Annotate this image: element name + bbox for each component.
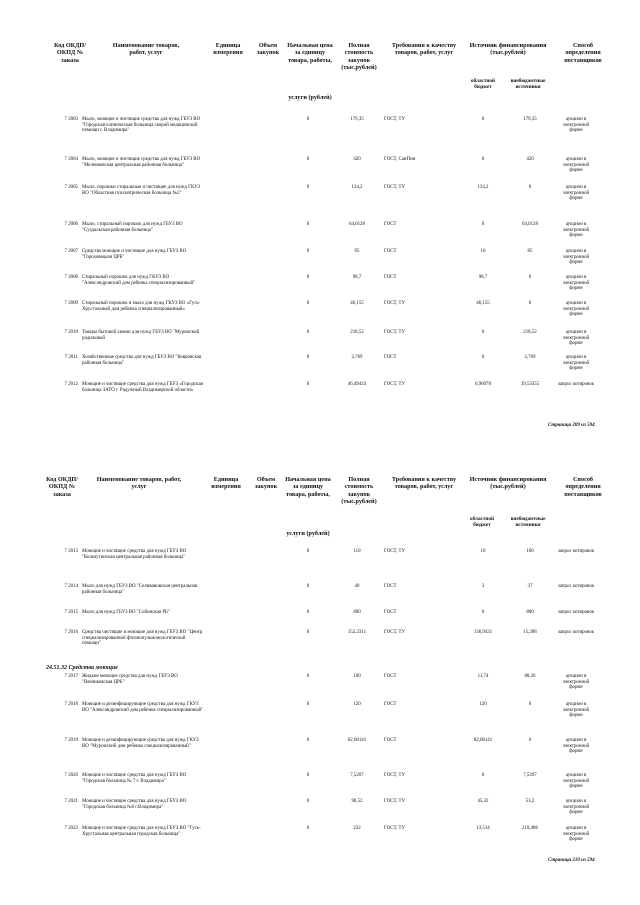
cell-full: 7,5207 <box>350 773 364 778</box>
cell-ext: 88,26 <box>524 674 536 679</box>
cell-method: аукцион в электронной форме <box>562 249 590 266</box>
cell-req: ГОСТ <box>384 702 397 707</box>
cell-method: аукцион в электронной форме <box>562 355 590 372</box>
cell-code: 7 2005 <box>64 185 78 190</box>
cell-code: 7 2009 <box>64 301 78 306</box>
cell-name: Хозяйственные средства для нужд ГБУЗ ВО "Ковровская районная больница" <box>82 355 202 366</box>
header-source-extra: внебюджетные источники <box>510 78 546 90</box>
cell-req: ГОСТ, ТУ <box>384 799 405 804</box>
cell-reg: 46,155 <box>476 301 490 306</box>
cell-full: 420 <box>353 157 361 162</box>
header-start-price: Начальная цена за единицу товара, работы, <box>287 42 333 64</box>
cell-reg: 136,9431 <box>473 630 493 635</box>
cell-code: 7 2016 <box>64 630 78 635</box>
cell-price: 0 <box>306 222 310 227</box>
cell-ext: 53,2 <box>525 799 535 804</box>
cell-method: запрос котировок <box>557 382 595 387</box>
cell-ext: 85 <box>527 249 533 254</box>
cell-code: 7 2006 <box>64 222 78 227</box>
cell-method: запрос котировок <box>557 610 595 615</box>
cell-price: 0 <box>306 584 310 589</box>
cell-code: 7 2015 <box>64 610 78 615</box>
cell-reg: 10 <box>480 549 486 554</box>
cell-code: 7 2004 <box>64 157 78 162</box>
cell-reg: 0 <box>481 157 485 162</box>
header-full-cost: Полная стоимость закупок (тыс.рублей) <box>341 476 377 506</box>
cell-ext: 2,769 <box>524 355 536 360</box>
cell-name: Средства чистящие и моющие для нужд ГБУЗ ВО "Центр специализированной фтизиопульмонологической помощи" <box>82 630 203 647</box>
cell-code: 7 2022 <box>64 826 78 831</box>
cell-full: 46,155 <box>350 301 364 306</box>
cell-ext: 37 <box>527 584 533 589</box>
cell-req: ГОСТ <box>384 249 397 254</box>
cell-method: аукцион в электронной форме <box>562 275 590 292</box>
cell-ext: 15,288 <box>523 630 537 635</box>
cell-name: Моющие и чистящие средства для нужд ГБУЗ ВО "Гусь-Хрустальная центральная городская больница" <box>82 826 201 837</box>
cell-reg: 6,96078 <box>475 382 491 387</box>
cell-method: аукцион в электронной форме <box>562 738 590 755</box>
cell-reg: 10 <box>480 249 486 254</box>
header-method: Способ определения поставщиков <box>564 42 602 64</box>
cell-reg: 120 <box>479 702 487 707</box>
cell-req: ГОСТ <box>384 610 397 615</box>
cell-req: ГОСТ, ТУ <box>384 330 405 335</box>
page-number: Страница 210 из 594 <box>548 858 595 863</box>
cell-name: Мыло для нужд ГБУЗ ВО "Селивановская центральная районная больница" <box>82 584 198 595</box>
cell-reg: 134,2 <box>477 185 489 190</box>
cell-req: ГОСТ, ТУ <box>384 549 405 554</box>
cell-full: 232 <box>353 826 361 831</box>
cell-req: ГОСТ <box>384 674 397 679</box>
cell-reg: 0 <box>481 222 485 227</box>
cell-reg: 0 <box>481 610 485 615</box>
cell-req: ГОСТ <box>384 222 397 227</box>
cell-method: аукцион в электронной форме <box>562 330 590 347</box>
header-start-price-unit: услуги (рублей) <box>286 530 330 537</box>
cell-reg: 0 <box>481 355 485 360</box>
cell-full: 98,52 <box>351 799 363 804</box>
cell-full: 152,2311 <box>347 630 367 635</box>
header-name: Наименование товаров, работ, услуг <box>96 476 182 491</box>
cell-ext: 39,53355 <box>520 382 540 387</box>
cell-full: 64,0128 <box>349 222 365 227</box>
cell-name: Моющие и чистящие средства для нужд ГБУЗ ВО "Городская больница № 7 г. Владимира" <box>82 773 187 784</box>
cell-code: 7 2008 <box>64 275 78 280</box>
header-code: Код ОКДП/ ОКПД № заказа <box>46 476 78 498</box>
cell-name: Моющие и дезинфицирующие средства для нужд ГКУЗ ВО "Муромский дом ребенка специализированный" <box>82 738 199 749</box>
cell-code: 7 2003 <box>64 117 78 122</box>
header-name: Наименование товаров, работ, услуг <box>112 42 180 57</box>
cell-method: аукцион в электронной форме <box>562 674 590 691</box>
cell-req: ГОСТ, ТУ <box>384 382 405 387</box>
cell-price: 0 <box>306 738 310 743</box>
cell-name: Средства моющие и чистящие для нужд ГБУЗ ВО "Гороховецкая ЦРБ" <box>82 249 187 260</box>
cell-reg: 45,32 <box>477 799 489 804</box>
cell-price: 0 <box>306 275 310 280</box>
cell-method: запрос котировок <box>557 549 595 554</box>
cell-req: ГОСТ <box>384 355 397 360</box>
cell-req: ГОСТ, ТУ <box>384 185 405 190</box>
cell-name: Мыло для нужд ГБУЗ ВО "Собинская РБ" <box>82 610 170 615</box>
cell-price: 0 <box>306 702 310 707</box>
cell-price: 0 <box>306 773 310 778</box>
cell-price: 0 <box>306 185 310 190</box>
header-unit: Единица измерения <box>211 476 241 491</box>
cell-reg: 0 <box>481 117 485 122</box>
cell-name: Жидкие моющие средства для нужд ГБУЗ ВО "Вязниковская ЦРБ" <box>82 674 178 685</box>
cell-method: аукцион в электронной форме <box>562 773 590 790</box>
cell-ext: 0 <box>528 301 532 306</box>
header-source-regional: областной бюджет <box>470 516 494 528</box>
cell-ext: 218,486 <box>522 826 538 831</box>
cell-price: 0 <box>306 355 310 360</box>
cell-price: 0 <box>306 799 310 804</box>
cell-full: 98,7 <box>352 275 362 280</box>
cell-ext: 100 <box>526 549 534 554</box>
header-method: Способ определения поставщиков <box>564 476 602 498</box>
cell-code: 7 2014 <box>64 584 78 589</box>
cell-method: запрос котировок <box>557 630 595 635</box>
cell-ext: 800 <box>526 610 534 615</box>
cell-price: 0 <box>306 549 310 554</box>
cell-price: 0 <box>306 382 310 387</box>
cell-reg: 13,514 <box>476 826 490 831</box>
page-number: Страница 209 из 594 <box>548 423 595 428</box>
cell-full: 179,35 <box>350 117 364 122</box>
cell-req: ГОСТ <box>384 275 397 280</box>
cell-full: 46,49433 <box>347 382 367 387</box>
cell-full: 800 <box>353 610 361 615</box>
cell-reg: 82,68141 <box>473 738 493 743</box>
cell-price: 0 <box>306 826 310 831</box>
cell-method: аукцион в электронной форме <box>562 826 590 843</box>
header-start-price: Начальная цена за единицу товара, работы, <box>285 476 331 498</box>
header-source-extra: внебюджетные источники <box>510 516 546 528</box>
cell-ext: 64,0128 <box>522 222 538 227</box>
cell-price: 0 <box>306 117 310 122</box>
header-source: Источник финансирования (тыс.рублей) <box>469 42 547 57</box>
cell-ext: 218,52 <box>523 330 537 335</box>
cell-full: 2,769 <box>351 355 363 360</box>
cell-code: 7 2021 <box>64 799 78 804</box>
cell-ext: 0 <box>528 738 532 743</box>
cell-req: ГОСТ, ТУ <box>384 826 405 831</box>
cell-req: ГОСТ, ТУ <box>384 301 405 306</box>
cell-name: Стиральный порошок и мыло для нужд ГКУЗ ВО «Гусь-Хрустальный дом ребенка специализированный» <box>82 301 201 312</box>
header-unit: Единица измерения <box>213 42 243 57</box>
cell-full: 82,68141 <box>347 738 367 743</box>
header-full-cost: Полная стоимость закупок (тыс.рублей) <box>341 42 377 72</box>
cell-name: Мыло, стиральный порошок для нужд ГБУЗ ВО "Суздальская районная больница" <box>82 222 183 233</box>
cell-name: Мыло, моющие и чистящие средства для нужд ГБУЗ ВО "Меленковская центральная районная больница" <box>82 157 201 168</box>
cell-name: Моющие и дезинфицирующие средства для нужд ГКУЗ ВО "Александровский дом ребенка специализированный" <box>82 702 204 713</box>
cell-full: 120 <box>353 702 361 707</box>
cell-price: 0 <box>306 330 310 335</box>
cell-full: 218,52 <box>350 330 364 335</box>
cell-name: Моющие и чистящие средства для нужд ГБУЗ ВО "Городская больница №6 г.Владимира" <box>82 799 187 810</box>
cell-reg: 3 <box>481 584 485 589</box>
cell-reg: 0 <box>481 330 485 335</box>
header-source: Источник финансирования (тыс.рублей) <box>469 476 547 491</box>
cell-code: 7 2020 <box>64 773 78 778</box>
cell-code: 7 2013 <box>64 549 78 554</box>
cell-full: 95 <box>354 249 360 254</box>
cell-code: 7 2007 <box>64 249 78 254</box>
header-volume: Объем закупок <box>256 42 280 57</box>
cell-req: ГОСТ, ТУ <box>384 630 405 635</box>
cell-full: 40 <box>354 584 360 589</box>
cell-price: 0 <box>306 249 310 254</box>
cell-name: Моющие и чистящие средства для нужд ГБУЗ ВО "Кольчугинская центральная районная больница" <box>82 549 187 560</box>
header-code: Код ОКДП/ ОКПД № заказа <box>54 42 86 64</box>
cell-price: 0 <box>306 610 310 615</box>
cell-reg: 98,7 <box>478 275 488 280</box>
cell-req: ГОСТ <box>384 584 397 589</box>
cell-reg: 11,74 <box>477 674 489 679</box>
header-volume: Объем закупок <box>254 476 278 491</box>
cell-code: 7 2011 <box>64 355 78 360</box>
cell-ext: 0 <box>528 702 532 707</box>
cell-price: 0 <box>306 157 310 162</box>
cell-method: запрос котировок <box>557 584 595 589</box>
cell-reg: 0 <box>481 773 485 778</box>
cell-req: ГОСТ, ТУ <box>384 117 405 122</box>
cell-full: 134,2 <box>351 185 363 190</box>
cell-req: ГОСТ <box>384 738 397 743</box>
cell-ext: 179,35 <box>523 117 537 122</box>
cell-code: 7 2017 <box>64 674 78 679</box>
cell-method: аукцион в электронной форме <box>562 157 590 174</box>
header-start-price-unit: услуги (рублей) <box>288 94 332 101</box>
cell-code: 7 2010 <box>64 330 78 335</box>
header-requirements: Требования к качеству товаров, работ, услуг <box>391 42 457 57</box>
cell-price: 0 <box>306 630 310 635</box>
cell-method: аукцион в электронной форме <box>562 799 590 816</box>
cell-ext: 0 <box>528 185 532 190</box>
cell-name: Мыло, порошки стиральные и чистящие для нужд ГКУЗ ВО "Областная психиатрическая больница №2" <box>82 185 200 196</box>
cell-code: 7 2012 <box>64 382 78 387</box>
cell-req: ГОСТ, СанПин <box>384 157 416 162</box>
header-requirements: Требования к качеству товаров, работ, услуг <box>391 476 457 491</box>
cell-method: аукцион в электронной форме <box>562 702 590 719</box>
section-heading: 24.51.32 Средства моющие <box>46 665 118 671</box>
cell-name: Мыло, моющие и чистящие средства для нужд ГБУЗ ВО "Городская клиническая больница скорой медицинской помощи г. Владимира" <box>82 117 201 134</box>
cell-method: аукцион в электронной форме <box>562 117 590 134</box>
cell-full: 100 <box>353 674 361 679</box>
cell-name: Товары бытовой химии для нужд ГБУЗ ВО "Муромский родильный <box>82 330 200 341</box>
cell-name: Стиральный порошок для нужд ГКУЗ ВО "Александровский дом ребенка специализированный" <box>82 275 196 286</box>
cell-ext: 420 <box>526 157 534 162</box>
cell-ext: 7,5207 <box>523 773 537 778</box>
cell-method: аукцион в электронной форме <box>562 301 590 318</box>
cell-name: Моющие и чистящие средства для нужд ГБУЗ «Городская больница ЗАТО г. Радужный Владимирской области» <box>82 382 203 393</box>
cell-code: 7 2019 <box>64 738 78 743</box>
header-source-regional: областной бюджет <box>471 78 495 90</box>
cell-full: 110 <box>353 549 361 554</box>
cell-req: ГОСТ, ТУ <box>384 773 405 778</box>
cell-price: 0 <box>306 674 310 679</box>
cell-method: аукцион в электронной форме <box>562 185 590 202</box>
cell-ext: 0 <box>528 275 532 280</box>
cell-code: 7 2018 <box>64 702 78 707</box>
cell-price: 0 <box>306 301 310 306</box>
cell-method: аукцион в электронной форме <box>562 222 590 239</box>
